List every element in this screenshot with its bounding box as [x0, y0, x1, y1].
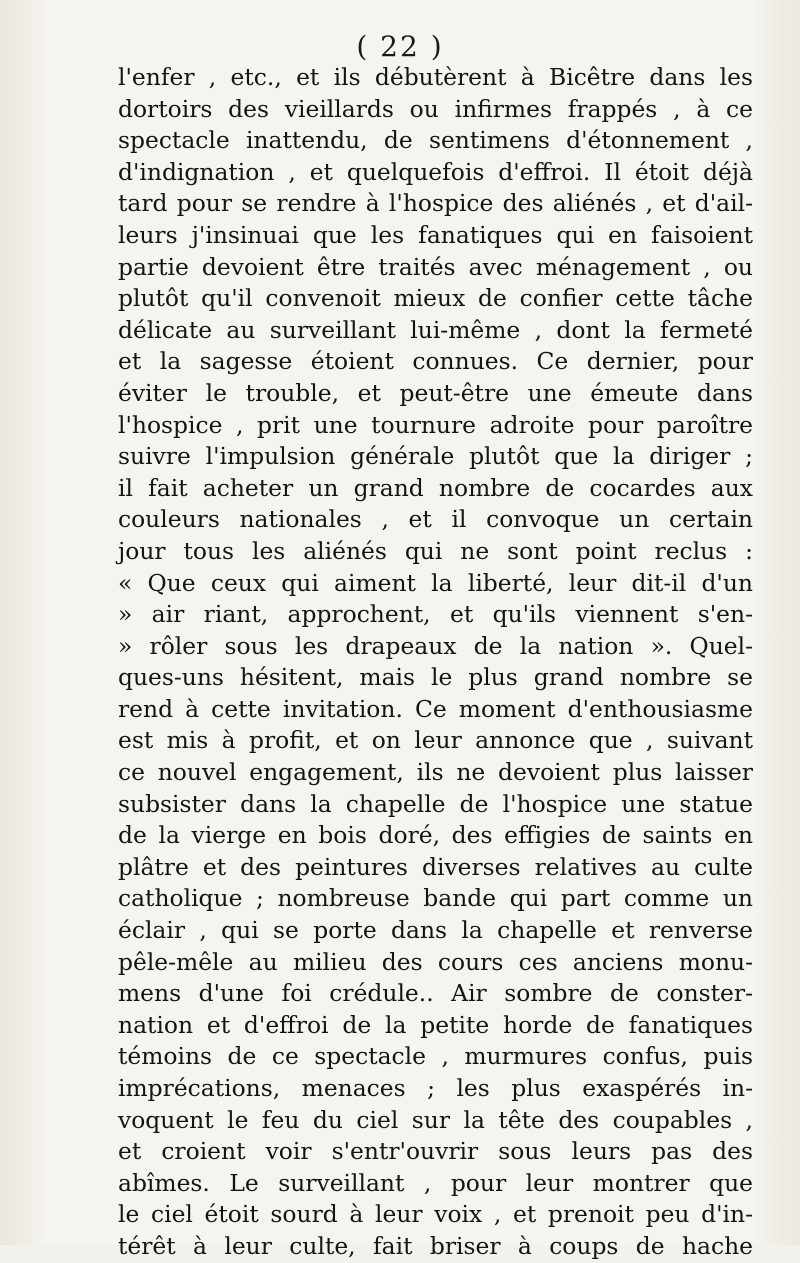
text-line: » air riant, approchent, et qu'ils viennent s'en- [118, 600, 753, 629]
text-line: nation et d'effroi de la petite horde de fanatiques [118, 1010, 753, 1039]
text-line: abîmes. Le surveillant , pour leur montrer que [118, 1168, 753, 1197]
text-line: et croient voir s'entr'ouvrir sous leurs pas des [118, 1137, 753, 1166]
text-line: suivre l'impulsion générale plutôt que la diriger ; [118, 442, 753, 471]
text-line: imprécations, menaces ; les plus exaspérés in- [118, 1074, 753, 1102]
text-line: l'enfer , etc., et ils débutèrent à Bicêtre dans les [118, 63, 753, 91]
body-text [118, 62, 753, 1263]
text-line: délicate au surveillant lui-même , dont la fermeté [118, 315, 753, 344]
text-line: térêt à leur culte, fait briser à coups de hache [118, 1231, 753, 1260]
text-line: partie devoient être traités avec ménagement , ou [118, 252, 753, 281]
text-line: leurs j'insinuai que les fanatiques qui en faisoient [118, 220, 753, 249]
text-line: éviter le trouble, et peut-être une émeute dans [118, 378, 753, 407]
text-line: et la sagesse étoient connues. Ce dernier, pour [118, 347, 753, 376]
text-line: ques-uns hésitent, mais le plus grand nombre se [118, 663, 753, 692]
text-line: jour tous les aliénés qui ne sont point reclus : [118, 536, 753, 565]
text-line: couleurs nationales , et il convoque un certain [118, 505, 753, 534]
text-line: spectacle inattendu, de sentimens d'étonnement , [118, 126, 753, 155]
text-line: « Que ceux qui aiment la liberté, leur dit-il d'un [118, 568, 753, 597]
text-line: le ciel étoit sourd à leur voix , et prenoit peu d'in- [118, 1200, 753, 1229]
text-line: d'indignation , et quelquefois d'effroi. Il étoit déjà [118, 157, 753, 186]
text-line: ce nouvel engagement, ils ne devoient plus laisser [118, 758, 753, 787]
text-line: dortoirs des vieillards ou infirmes frappés , à ce [118, 94, 753, 123]
text-line: subsister dans la chapelle de l'hospice une statue [118, 789, 753, 818]
text-line: l'hospice , prit une tournure adroite pour paroître [118, 410, 753, 439]
text-line: il fait acheter un grand nombre de cocardes aux [118, 473, 753, 502]
text-line: plâtre et des peintures diverses relatives au culte [118, 852, 753, 881]
text-line: rend à cette invitation. Ce moment d'enthousiasme [118, 694, 753, 723]
text-line: tard pour se rendre à l'hospice des aliénés , et d'ail- [118, 189, 753, 218]
text-line: catholique ; nombreuse bande qui part comme un [118, 884, 753, 913]
text-line: pêle-mêle au milieu des cours ces anciens monu- [118, 947, 753, 976]
text-line: plutôt qu'il convenoit mieux de confier cette tâche [118, 284, 753, 313]
text-line: voquent le feu du ciel sur la tête des coupables , [118, 1105, 753, 1134]
page-number: ( 22 ) [356, 30, 444, 63]
text-line: éclair , qui se porte dans la chapelle et renverse [118, 916, 753, 945]
text-line: témoins de ce spectacle , murmures confus, puis [118, 1042, 753, 1071]
text-line: est mis à profit, et on leur annonce que , suivant [118, 726, 753, 755]
text-line: mens d'une foi crédule.. Air sombre de conster- [118, 979, 753, 1008]
text-line: » rôler sous les drapeaux de la nation ». Quel- [118, 631, 753, 660]
text-line: de la vierge en bois doré, des effigies de saints en [118, 821, 753, 850]
